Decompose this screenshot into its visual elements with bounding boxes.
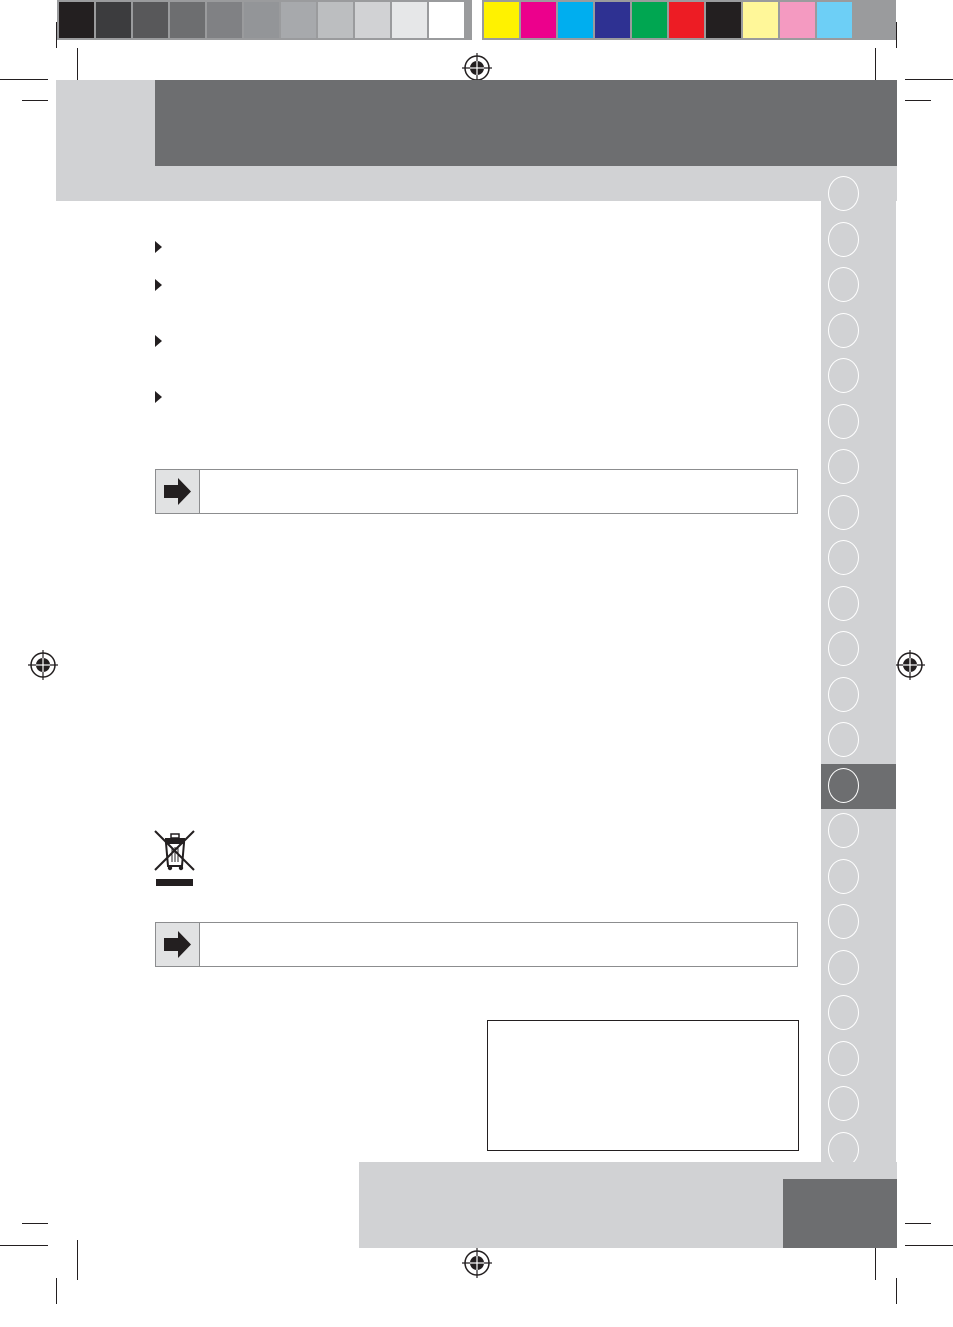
colour-swatch (817, 2, 852, 38)
registration-mark-icon (895, 650, 925, 680)
crossed-out-wheelie-bin-icon (152, 828, 198, 888)
language-tab[interactable] (828, 449, 859, 484)
registration-mark-icon (462, 1248, 492, 1278)
colour-swatch (706, 2, 741, 38)
note-arrow-cell (156, 470, 200, 513)
colour-swatch (854, 2, 889, 38)
bullet-icon (155, 335, 162, 347)
bullet-icon (155, 391, 162, 403)
language-tab[interactable] (828, 859, 859, 894)
arrow-right-icon (156, 470, 199, 513)
language-tab[interactable] (828, 495, 859, 530)
note-box (155, 469, 798, 514)
language-tab[interactable] (828, 267, 859, 302)
language-tab[interactable] (828, 1041, 859, 1076)
language-tab[interactable] (828, 313, 859, 348)
registration-mark-icon (28, 650, 58, 680)
language-tab[interactable] (828, 586, 859, 621)
colour-swatch (318, 2, 353, 38)
colour-swatch (558, 2, 593, 38)
colour-swatch (392, 2, 427, 38)
colour-swatch (170, 2, 205, 38)
language-tab[interactable] (828, 722, 859, 757)
page-number-panel (783, 1179, 897, 1248)
language-tab[interactable] (828, 950, 859, 985)
specification-box (487, 1020, 799, 1151)
colour-swatch (521, 2, 556, 38)
colour-swatch (743, 2, 778, 38)
colour-swatch (96, 2, 131, 38)
language-tab[interactable] (828, 222, 859, 257)
colour-swatch (632, 2, 667, 38)
language-tab-active[interactable] (828, 768, 859, 803)
colour-swatch (669, 2, 704, 38)
arrow-right-icon (156, 923, 199, 966)
colour-swatch (429, 2, 464, 38)
grey-calibration-strip (57, 0, 472, 40)
language-tab[interactable] (828, 631, 859, 666)
language-tab[interactable] (828, 904, 859, 939)
colour-calibration-strip (482, 0, 896, 40)
colour-swatch (595, 2, 630, 38)
note-arrow-cell (156, 923, 200, 966)
registration-mark-icon (462, 53, 492, 83)
colour-swatch (780, 2, 815, 38)
language-tab[interactable] (828, 677, 859, 712)
colour-swatch (281, 2, 316, 38)
language-tab[interactable] (828, 995, 859, 1030)
language-tab[interactable] (828, 540, 859, 575)
header-underband (56, 166, 897, 201)
colour-swatch (355, 2, 390, 38)
language-tab[interactable] (828, 358, 859, 393)
colour-swatch (59, 2, 94, 38)
language-tab[interactable] (828, 176, 859, 211)
note-box (155, 922, 798, 967)
language-tab[interactable] (828, 404, 859, 439)
colour-swatch (484, 2, 519, 38)
page-header-bar (155, 80, 897, 166)
bullet-icon (155, 241, 162, 253)
bullet-icon (155, 279, 162, 291)
colour-swatch (133, 2, 168, 38)
colour-swatch (207, 2, 242, 38)
language-tab[interactable] (828, 813, 859, 848)
language-tab[interactable] (828, 1086, 859, 1121)
colour-swatch (244, 2, 279, 38)
